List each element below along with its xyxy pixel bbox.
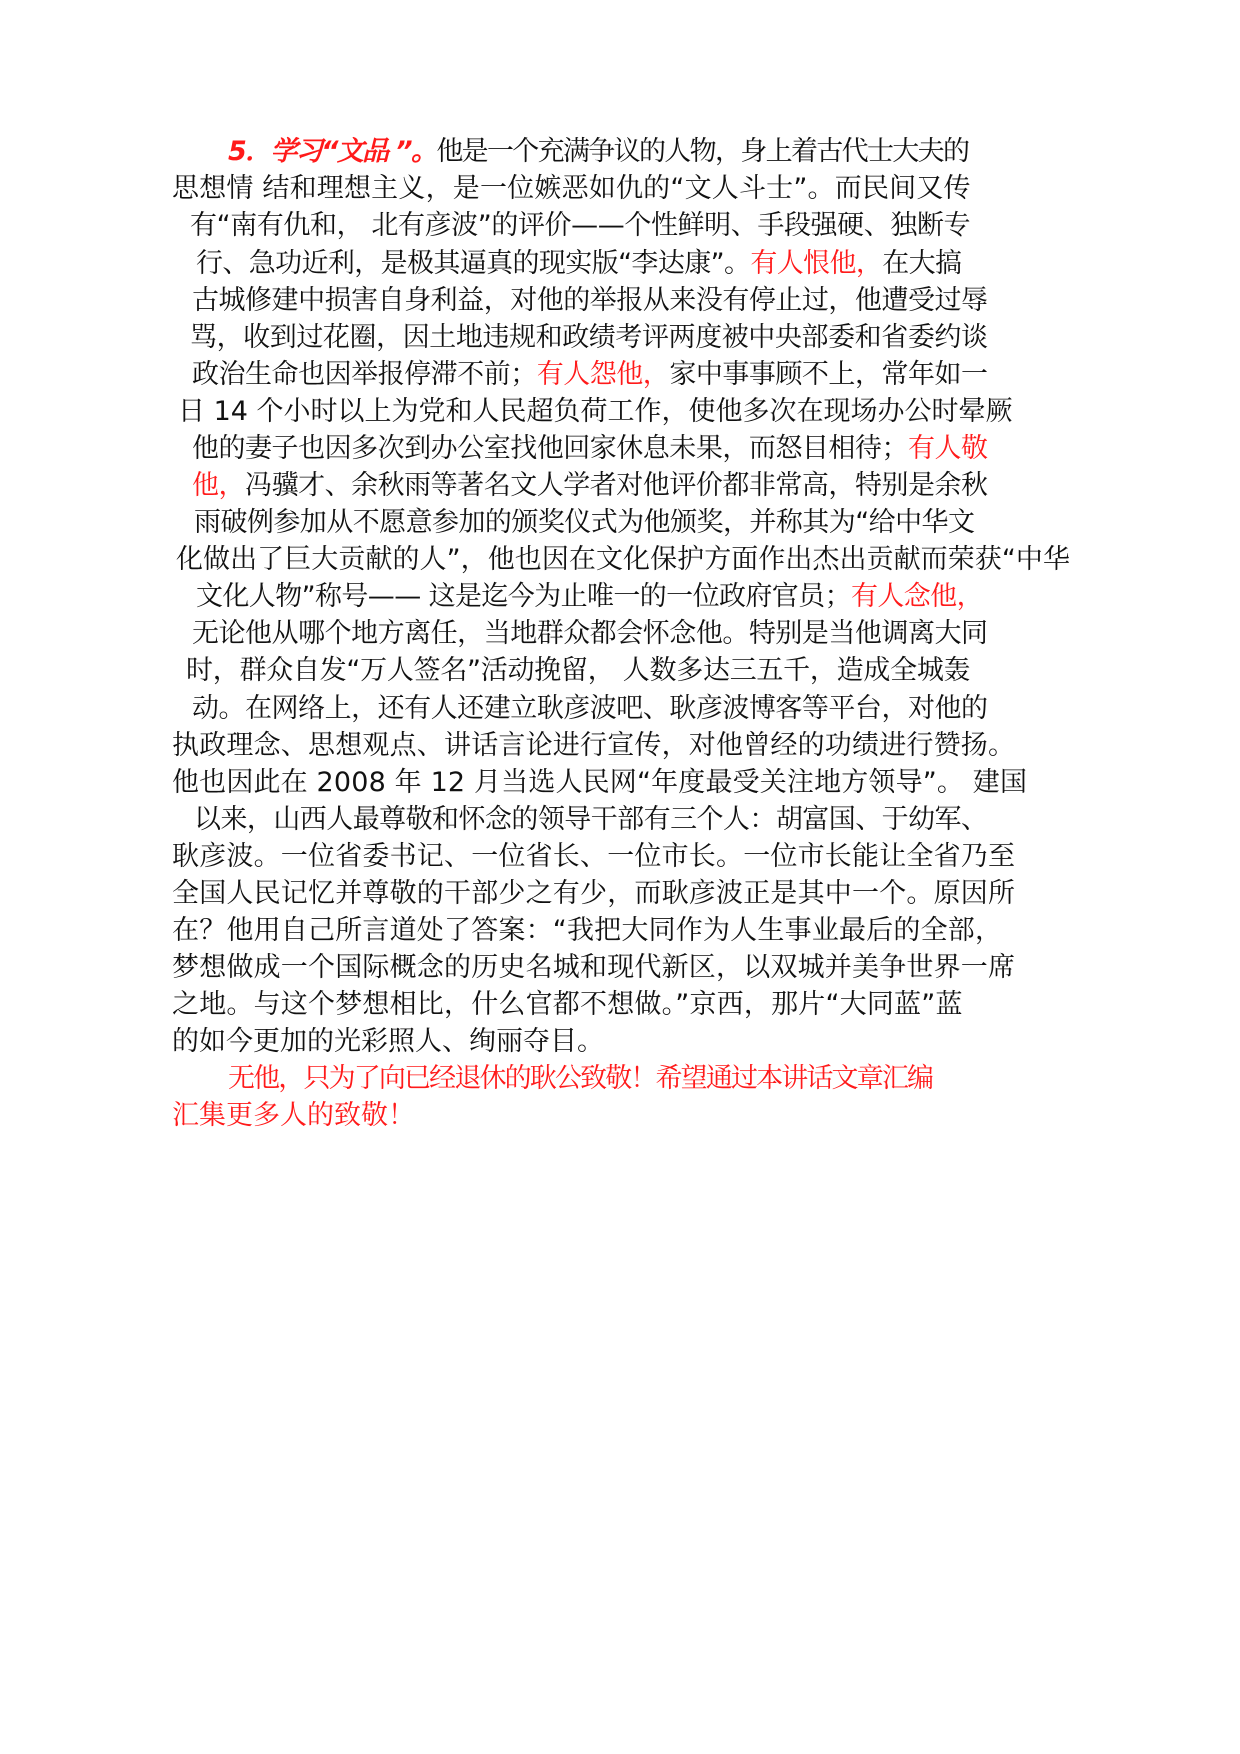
body-text: 执政理念、思想观点、讲话言论进行宣传，对他曾经的功绩进行赞扬。 — [172, 730, 1016, 761]
highlighted-text: 他， — [192, 470, 246, 501]
body-text: 有“南有仇和， 北有彦波”的评价——个性鲜明、手段强硬、独断专 — [190, 210, 971, 241]
text-line — [192, 466, 1092, 506]
body-text: 时，群众自发“万人签名”活动挽留， 人数多达三五千，造成全城轰 — [186, 655, 971, 686]
text-line — [176, 540, 1076, 580]
highlighted-text: 有人敬 — [907, 433, 988, 464]
body-text: 政治生命也因举报停滞不前； — [192, 359, 537, 390]
body-text: 梦想做成一个国际概念的历史名城和现代新区，以双城并美争世界一席 — [172, 952, 1016, 983]
body-text: 冯骥才、余秋雨等著名文人学者对他评价都非常高，特别是余秋 — [245, 470, 988, 501]
text-line — [192, 614, 1092, 654]
text-line — [192, 429, 1092, 469]
highlighted-text: 汇集更多人的致敬！ — [172, 1100, 415, 1131]
body-text: 他也因此在 2008 年 12 月当选人民网“年度最受关注地方领导”。 建国 — [172, 767, 1028, 798]
text-line — [172, 837, 1072, 877]
body-text: 化做出了巨大贡献的人”，他也因在文化保护方面作出杰出贡献而荣获“中华 — [176, 544, 1071, 575]
text-line — [196, 577, 1096, 617]
text-line — [172, 1022, 1072, 1062]
text-line — [194, 503, 1094, 543]
text-line — [172, 874, 1072, 914]
body-text: 在大搞 — [882, 248, 962, 279]
body-text: 他是一个充满争议的人物，身上着古代士大夫的 — [436, 136, 969, 167]
text-line — [190, 206, 1090, 246]
body-text: 无论他从哪个地方离任，当地群众都会怀念他。特别是当他调离大同 — [192, 618, 988, 649]
text-line — [178, 392, 1078, 432]
text-line — [192, 281, 1092, 321]
body-text: 雨破例参加从不愿意参加的颁奖仪式为他颁奖，并称其为“给中华文 — [194, 507, 975, 538]
text-line — [192, 355, 1092, 395]
body-text: 行、急功近利，是极其逼真的现实版“李达康”。 — [196, 248, 751, 279]
text-line — [172, 726, 1072, 766]
body-text: 家中事事顾不上，常年如一 — [669, 359, 988, 390]
body-text: 文化人物”称号—— 这是迄今为止唯一的一位政府官员； — [196, 581, 851, 612]
body-text: 之地。与这个梦想相比，什么官都不想做。”京西，那片“大同蓝”蓝 — [172, 989, 963, 1020]
text-line — [172, 948, 1072, 988]
text-line — [172, 1096, 1072, 1136]
highlighted-text: 有人念他， — [850, 581, 983, 612]
text-line — [228, 132, 1128, 172]
text-line — [172, 911, 1072, 951]
body-text: 日 14 个小时以上为党和人民超负荷工作，使他多次在现场办公时晕厥 — [178, 396, 1013, 427]
body-text: 耿彦波。一位省委书记、一位省长、一位市长。一位市长能让全省乃至 — [172, 841, 1016, 872]
body-text: 古城修建中损害自身利益，对他的举报从来没有停止过，他遭受过辱 — [192, 285, 988, 316]
body-text: 的如今更加的光彩照人、绚丽夺目。 — [172, 1026, 604, 1057]
text-line — [190, 318, 1090, 358]
body-text: 思想情 结和理想主义，是一位嫉恶如仇的“文人斗士”。而民间又传 — [172, 173, 971, 204]
body-text: 以来，山西人最尊敬和怀念的领导干部有三个人：胡富国、于幼军、 — [194, 804, 988, 835]
body-text: 骂，收到过花圈，因土地违规和政绩考评两度被中央部委和省委约谈 — [190, 322, 988, 353]
text-line — [172, 985, 1072, 1025]
highlighted-text: 有人恨他， — [750, 248, 883, 279]
text-line — [192, 689, 1092, 729]
text-line — [228, 1059, 1128, 1099]
text-line — [172, 763, 1072, 803]
text-line — [172, 169, 1072, 209]
text-line — [196, 244, 1096, 284]
section-heading: 5．学习“文品 ”。 — [228, 136, 437, 167]
text-line — [194, 800, 1094, 840]
text-line — [186, 651, 1086, 691]
body-text: 动。在网络上，还有人还建立耿彦波吧、耿彦波博客等平台，对他的 — [192, 693, 988, 724]
highlighted-text: 有人怨他， — [536, 359, 670, 390]
body-text: 全国人民记忆并尊敬的干部少之有少，而耿彦波正是其中一个。原因所 — [172, 878, 1016, 909]
body-text: 在？他用自己所言道处了答案：“我把大同作为人生事业最后的全部， — [172, 915, 1003, 946]
body-text: 他的妻子也因多次到办公室找他回家休息未果，而怒目相待； — [192, 433, 908, 464]
highlighted-text: 无他，只为了向已经退休的耿公致敬！希望通过本讲话文章汇编 — [228, 1063, 933, 1094]
